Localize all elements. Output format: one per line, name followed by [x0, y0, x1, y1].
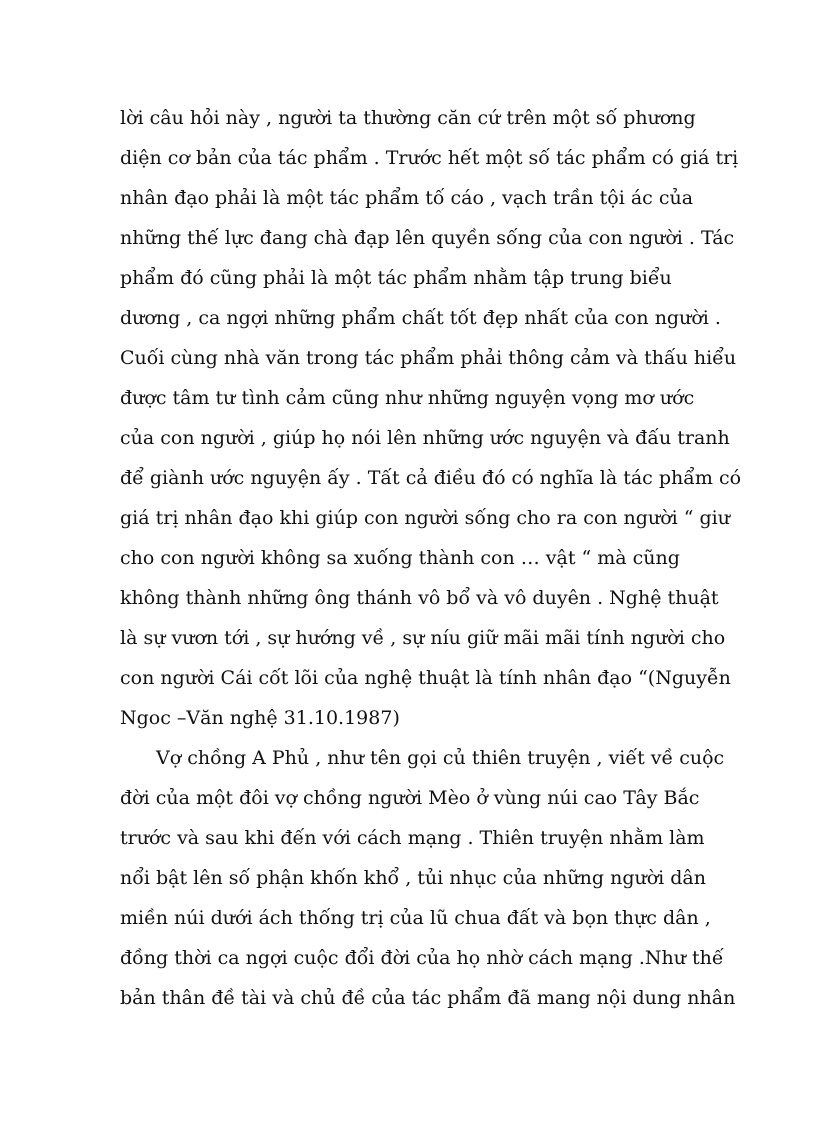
paragraph-start-line: Vợ chồng A Phủ , như tên gọi củ thiên truyện , viết về cuộc — [156, 747, 725, 769]
text-line: không thành những ông thánh vô bổ và vô duyên . Nghệ thuật — [120, 587, 719, 609]
text-line: đời của một đôi vợ chồng người Mèo ở vùng núi cao Tây Bắc — [120, 787, 700, 809]
text-line: bản thân đề tài và chủ đề của tác phẩm đã mang nội dung nhân — [120, 987, 736, 1009]
text-line: cho con người không sa xuống thành con … vật “ mà cũng — [120, 547, 680, 569]
text-line: được tâm tư tình cảm cũng như những nguyện vọng mơ ước — [120, 387, 695, 409]
text-line: đồng thời ca ngợi cuộc đổi đời của họ nhờ cách mạng .Như thế — [120, 947, 724, 969]
text-line: nhân đạo phải là một tác phẩm tố cáo , vạch trần tội ác của — [120, 187, 694, 209]
text-line: Cuối cùng nhà văn trong tác phẩm phải thông cảm và thấu hiểu — [120, 347, 737, 369]
text-line: dương , ca ngợi những phẩm chất tốt đẹp nhất của con người . — [120, 307, 721, 329]
text-line: con người Cái cốt lõi của nghệ thuật là tính nhân đạo “(Nguyễn — [120, 667, 731, 689]
body-text — [120, 98, 742, 1018]
text-line: miền núi dưới ách thống trị của lũ chua đất và bọn thực dân , — [120, 907, 711, 929]
text-line: để giành ước nguyện ấy . Tất cả điều đó có nghĩa là tác phẩm có — [120, 467, 742, 489]
text-line: trước và sau khi đến với cách mạng . Thiên truyện nhằm làm — [120, 827, 705, 849]
text-line: phẩm đó cũng phải là một tác phẩm nhằm tập trung biểu — [120, 267, 672, 289]
text-line: nổi bật lên số phận khốn khổ , tủi nhục của những người dân — [120, 867, 706, 889]
text-line: Ngoc –Văn nghệ 31.10.1987) — [120, 707, 400, 729]
text-line: của con người , giúp họ nói lên những ước nguyện và đấu tranh — [120, 427, 730, 449]
text-line: giá trị nhân đạo khi giúp con người sống cho ra con người “ giư — [120, 507, 730, 529]
text-line: những thế lực đang chà đạp lên quyền sống của con người . Tác — [120, 227, 735, 249]
text-line: diện cơ bản của tác phẩm . Trước hết một số tác phẩm có giá trị — [120, 147, 739, 169]
text-line: là sự vươn tới , sự hướng về , sự níu giữ mãi mãi tính người cho — [120, 627, 726, 649]
text-line: lời câu hỏi này , người ta thường căn cứ trên một số phương — [120, 107, 696, 129]
